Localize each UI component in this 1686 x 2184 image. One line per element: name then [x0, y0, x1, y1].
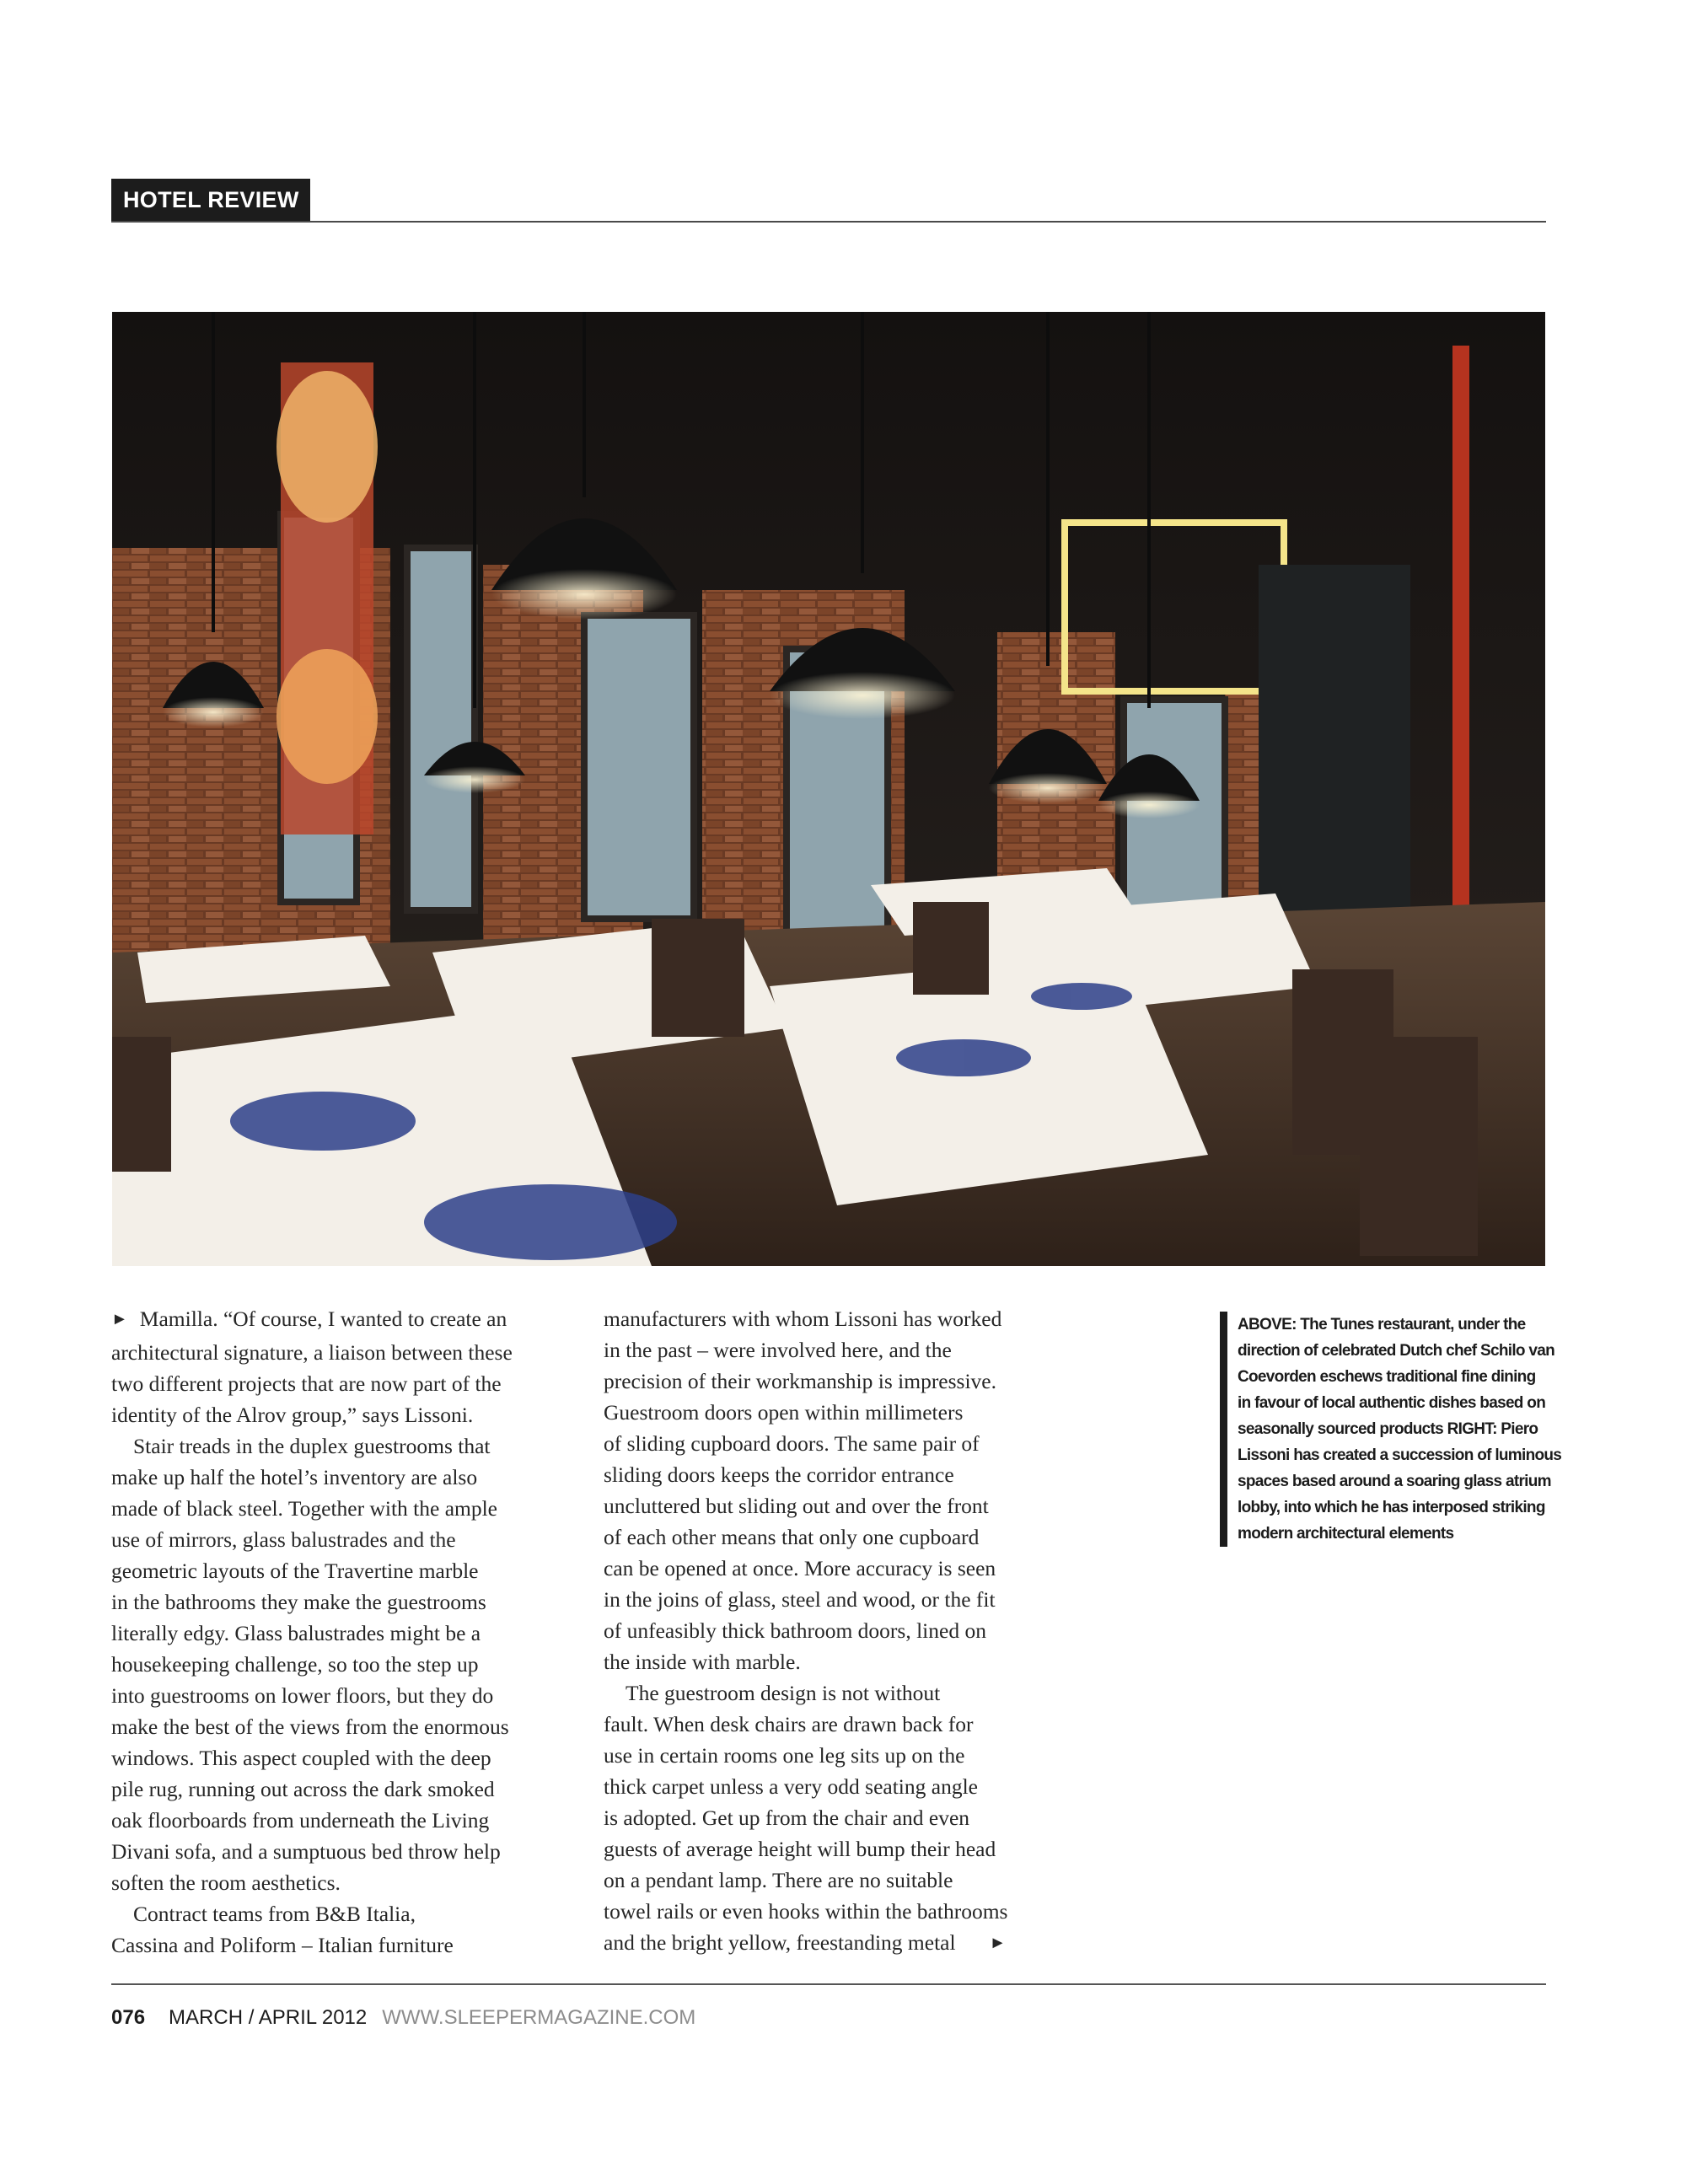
body-line: The guestroom design is not without: [626, 1681, 941, 1705]
body-line: uncluttered but sliding out and over the front: [604, 1494, 989, 1518]
body-line: geometric layouts of the Travertine marble: [111, 1559, 479, 1583]
caption-line: lobby, into which he has interposed striking: [1238, 1499, 1545, 1516]
body-line: of sliding cupboard doors. The same pair of: [604, 1431, 980, 1456]
body-line: towel rails or even hooks within the bathrooms: [604, 1899, 1008, 1924]
caption-line: ABOVE: The Tunes restaurant, under the: [1238, 1316, 1526, 1333]
header-rule: [111, 221, 1546, 223]
body-line: in the past – were involved here, and the: [604, 1338, 952, 1362]
body-line: guests of average height will bump their head: [604, 1837, 996, 1861]
caption-line: modern architectural elements: [1238, 1525, 1454, 1543]
body-line: the inside with marble.: [604, 1650, 801, 1674]
body-line: thick carpet unless a very odd seating angle: [604, 1774, 978, 1799]
photo-caption: [1220, 1312, 1566, 1547]
body-line: housekeeping challenge, so too the step up: [111, 1652, 479, 1677]
body-line: Cassina and Poliform – Italian furniture: [111, 1933, 454, 1957]
body-line: into guestrooms on lower floors, but they do: [111, 1683, 494, 1708]
body-line: windows. This aspect coupled with the deep: [111, 1746, 491, 1770]
body-line: on a pendant lamp. There are no suitable: [604, 1868, 953, 1892]
continued-arrow-icon: ►: [111, 1310, 128, 1328]
body-line: is adopted. Get up from the chair and even: [604, 1806, 970, 1830]
caption-line: direction of celebrated Dutch chef Schilo van: [1238, 1342, 1555, 1360]
body-line: in the bathrooms they make the guestrooms: [111, 1590, 486, 1614]
body-line: ► Mamilla. “Of course, I wanted to create an: [111, 1307, 507, 1331]
body-line: make the best of the views from the enormous: [111, 1714, 509, 1739]
body-line: make up half the hotel’s inventory are also: [111, 1465, 478, 1489]
body-line: Contract teams from B&B Italia,: [133, 1902, 416, 1926]
section-label: HOTEL REVIEW: [111, 179, 310, 221]
continues-arrow-icon: ►: [989, 1934, 1007, 1952]
body-line: use in certain rooms one leg sits up on the: [604, 1743, 965, 1768]
body-line: of each other means that only one cupboard: [604, 1525, 980, 1549]
body-column-left: [111, 1303, 566, 1961]
issue-date: MARCH / APRIL 2012: [169, 2006, 368, 2029]
page-footer: [111, 2001, 695, 2035]
body-line: fault. When desk chairs are drawn back for: [604, 1712, 974, 1736]
body-line: architectural signature, a liaison between these: [111, 1340, 513, 1365]
body-line: soften the room aesthetics.: [111, 1870, 341, 1895]
body-line: precision of their workmanship is impressive.: [604, 1369, 996, 1393]
caption-line: in favour of local authentic dishes based on: [1238, 1394, 1546, 1412]
caption-line: seasonally sourced products RIGHT: Piero: [1238, 1420, 1538, 1438]
body-line: pile rug, running out across the dark smoked: [111, 1777, 495, 1801]
body-line: sliding doors keeps the corridor entrance: [604, 1462, 954, 1487]
body-line: use of mirrors, glass balustrades and the: [111, 1527, 456, 1552]
body-line: Stair treads in the duplex guestrooms that: [133, 1434, 491, 1458]
body-line: of unfeasibly thick bathroom doors, lined on: [604, 1618, 986, 1643]
caption-line: Coevorden eschews traditional fine dining: [1238, 1368, 1536, 1386]
body-line: Divani sofa, and a sumptuous bed throw help: [111, 1839, 501, 1864]
website-link[interactable]: WWW.SLEEPERMAGAZINE.COM: [382, 2006, 696, 2029]
body-line: in the joins of glass, steel and wood, or the fit: [604, 1587, 996, 1612]
body-line: literally edgy. Glass balustrades might be a: [111, 1621, 481, 1645]
body-line: and the bright yellow, freestanding metal ►: [604, 1930, 1007, 1955]
footer-rule: [111, 1983, 1546, 1985]
page-number: 076: [111, 2006, 146, 2029]
body-line: oak floorboards from underneath the Living: [111, 1808, 490, 1833]
body-line: manufacturers with whom Lissoni has worked: [604, 1307, 1002, 1331]
body-line: identity of the Alrov group,” says Lissoni.: [111, 1403, 474, 1427]
body-line: Guestroom doors open within millimeters: [604, 1400, 964, 1425]
restaurant-photo: [112, 312, 1545, 1266]
body-column-right: [604, 1303, 1059, 1961]
body-line: made of black steel. Together with the ample: [111, 1496, 498, 1521]
caption-line: spaces based around a soaring glass atrium: [1238, 1473, 1551, 1490]
body-line: two different projects that are now part of the: [111, 1371, 502, 1396]
caption-line: Lissoni has created a succession of luminous: [1238, 1446, 1562, 1464]
body-line: can be opened at once. More accuracy is seen: [604, 1556, 996, 1580]
